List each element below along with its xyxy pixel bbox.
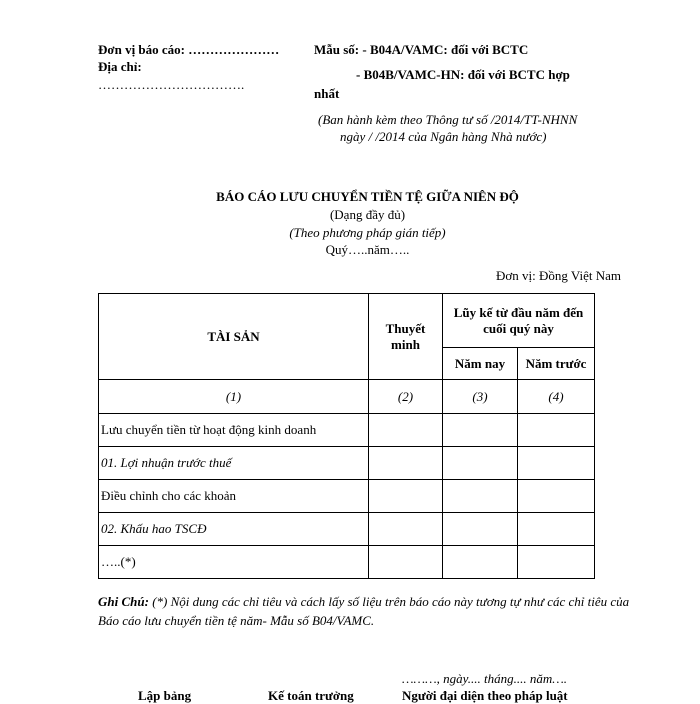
reporting-unit: Đơn vị báo cáo: ………………… <box>98 42 280 57</box>
index-cell: (4) <box>518 380 595 414</box>
address-dots: ……………………………. <box>98 77 245 92</box>
table-row <box>99 414 595 447</box>
index-row <box>99 380 595 414</box>
row-cell <box>369 513 443 546</box>
row-cell <box>443 414 518 447</box>
circular-line2: ngày / /2014 của Ngân hàng Nhà nước) <box>340 129 547 144</box>
header-asset: TÀI SẢN <box>99 294 369 380</box>
header-notes: Thuyết minh <box>369 294 443 380</box>
currency-unit: Đơn vị: Đồng Việt Nam <box>496 268 622 283</box>
form-number-line2: - B04B/VAMC-HN: đối với BCTC hợp <box>356 67 570 82</box>
row-cell <box>518 513 595 546</box>
row-label: Lưu chuyển tiền từ hoạt động kinh doanh <box>99 414 369 447</box>
table-row <box>99 513 595 546</box>
row-cell <box>369 480 443 513</box>
header-this-year: Năm nay <box>443 348 518 380</box>
row-cell <box>518 414 595 447</box>
footnote <box>98 592 638 630</box>
row-cell <box>443 513 518 546</box>
row-cell <box>518 480 595 513</box>
table-row <box>99 546 595 579</box>
report-subtitle-form: (Dạng đầy đủ) <box>329 207 406 222</box>
header-cumulative: Lũy kế từ đầu năm đến cuối quý này <box>443 294 595 348</box>
form-number-line3: nhất <box>314 86 340 101</box>
row-cell <box>369 546 443 579</box>
address-label: Địa chỉ: <box>98 59 142 74</box>
signature-legal-rep: Người đại diện theo pháp luật <box>402 688 568 703</box>
header-prior-year: Năm trước <box>518 348 595 380</box>
row-label: …..(*) <box>99 546 369 579</box>
table-row <box>99 480 595 513</box>
report-title: BÁO CÁO LƯU CHUYỂN TIỀN TỆ GIỮA NIÊN ĐỘ <box>216 189 519 204</box>
row-label: 01. Lợi nhuận trước thuế <box>99 447 369 480</box>
report-period: Quý…..năm….. <box>325 242 410 257</box>
row-cell <box>443 447 518 480</box>
report-subtitle-method: (Theo phương pháp gián tiếp) <box>289 225 446 240</box>
row-cell <box>518 447 595 480</box>
signature-date: ………, ngày.... tháng.... năm…. <box>402 671 568 686</box>
row-cell <box>369 414 443 447</box>
row-cell <box>443 480 518 513</box>
circular-line1: (Ban hành kèm theo Thông tư số /2014/TT-NHNN <box>318 112 578 127</box>
table-row <box>99 447 595 480</box>
row-cell <box>518 546 595 579</box>
signature-chief-accountant: Kế toán trưởng <box>268 688 354 703</box>
footnote-label: Ghi Chú: <box>98 594 149 609</box>
row-label: 02. Khấu hao TSCĐ <box>99 513 369 546</box>
footnote-text: (*) Nội dung các chỉ tiêu và cách lấy số liệu trên báo cáo này tương tự như các chỉ tiêu của Báo cáo lưu chuyển tiền tệ năm- Mẫu số B04/VAMC. <box>98 594 630 628</box>
index-cell: (1) <box>99 380 369 414</box>
row-cell <box>369 447 443 480</box>
row-label: Điều chỉnh cho các khoản <box>99 480 369 513</box>
signature-preparer: Lập bảng <box>138 688 192 703</box>
index-cell: (2) <box>369 380 443 414</box>
cash-flow-table <box>98 293 595 579</box>
index-cell: (3) <box>443 380 518 414</box>
form-number-line1: Mẫu số: - B04A/VAMC: đối với BCTC <box>314 42 529 57</box>
row-cell <box>443 546 518 579</box>
